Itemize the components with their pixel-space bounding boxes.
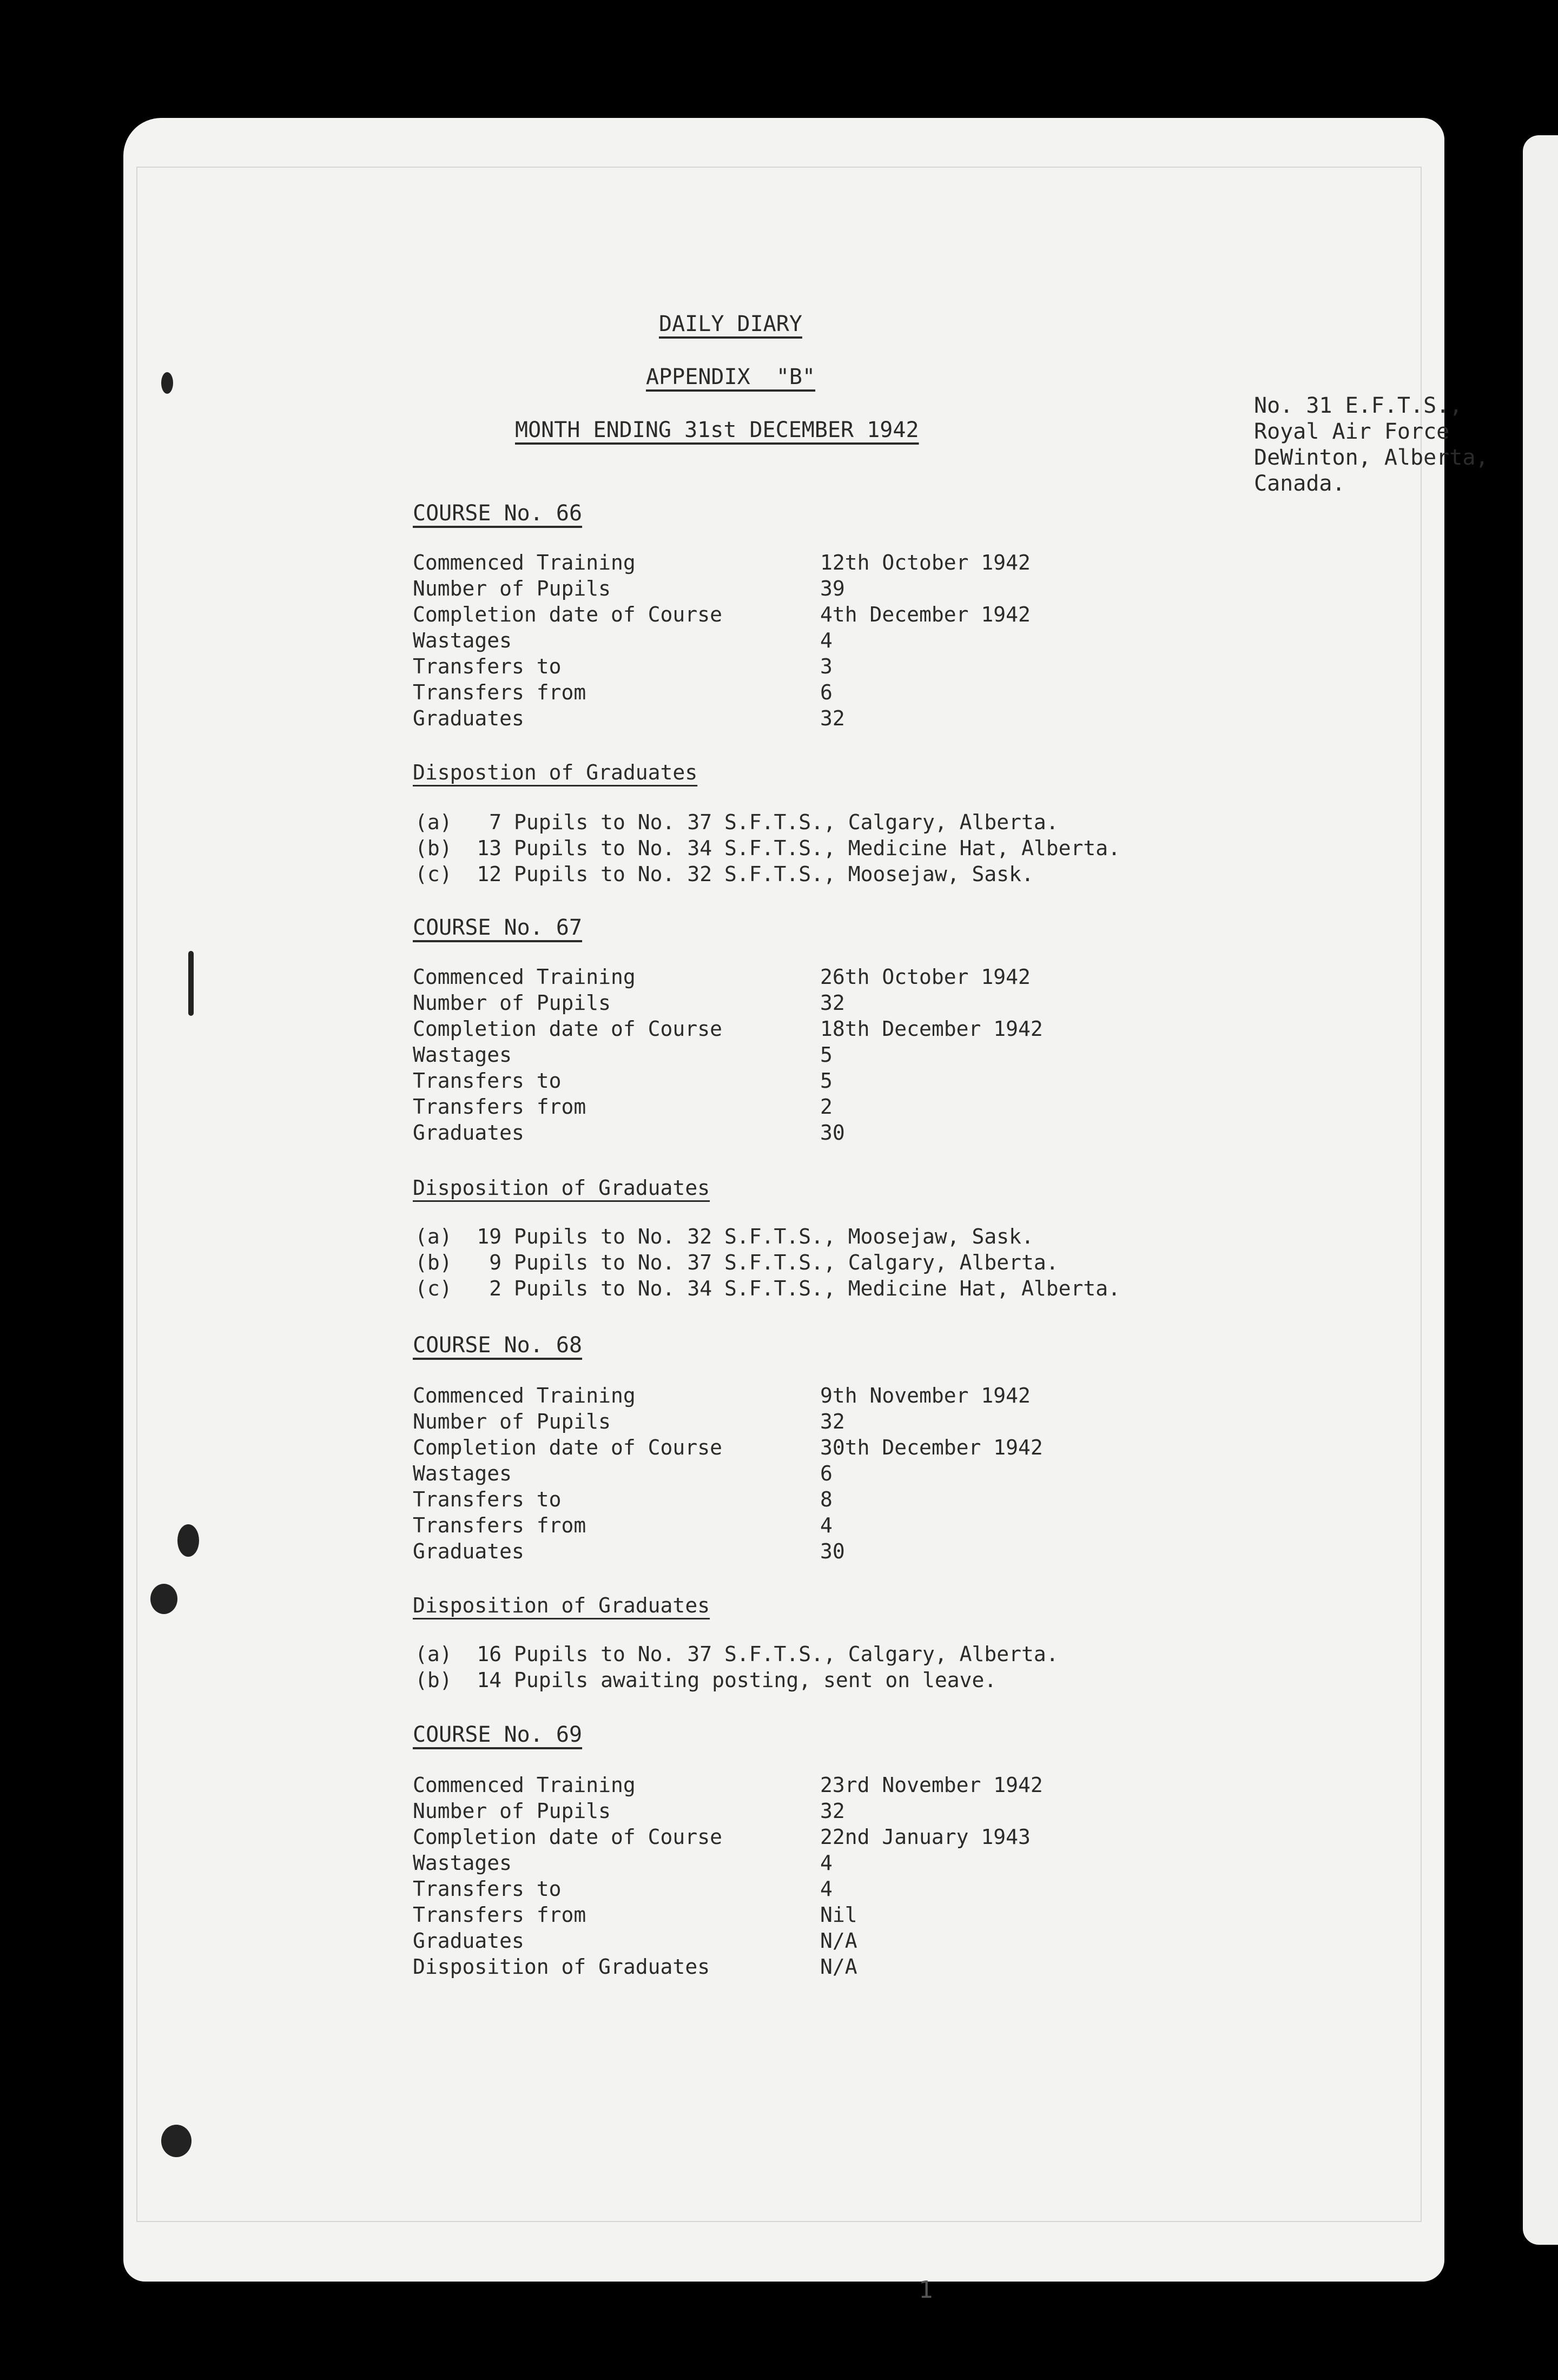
field-label: Transfers from xyxy=(413,1903,586,1927)
field-label: Transfers to xyxy=(413,654,562,678)
disposition-item: (a) 7 Pupils to No. 37 S.F.T.S., Calgary, Alberta. xyxy=(415,810,1059,834)
field-value: 30 xyxy=(820,1539,845,1563)
field-label: Commenced Training xyxy=(413,1384,636,1407)
field-label: Completion date of Course xyxy=(413,1017,722,1041)
field-label: Commenced Training xyxy=(413,965,636,989)
field-value: 4th December 1942 xyxy=(820,603,1031,626)
disposition-item: (b) 14 Pupils awaiting posting, sent on leave. xyxy=(415,1668,997,1692)
speck xyxy=(161,2125,192,2157)
disposition-item: (a) 19 Pupils to No. 32 S.F.T.S., Moosejaw, Sask. xyxy=(415,1225,1034,1248)
field-label: Commenced Training xyxy=(413,1773,636,1797)
field-value: 32 xyxy=(820,1410,845,1433)
field-value: 9th November 1942 xyxy=(820,1384,1031,1407)
disposition-item: (b) 13 Pupils to No. 34 S.F.T.S., Medicine Hat, Alberta. xyxy=(415,836,1121,860)
disposition-title: Disposition of Graduates xyxy=(413,1176,710,1200)
unit-address xyxy=(1254,393,1488,497)
disposition-title: Dispostion of Graduates xyxy=(413,761,698,784)
field-value: 12th October 1942 xyxy=(820,551,1031,574)
course-title: COURSE No. 66 xyxy=(413,501,583,526)
course-title: COURSE No. 69 xyxy=(413,1722,583,1747)
field-label: Transfers to xyxy=(413,1877,562,1901)
address-line: Royal Air Force xyxy=(1254,419,1450,444)
field-value: 4 xyxy=(820,629,833,652)
field-value: 26th October 1942 xyxy=(820,965,1031,989)
field-value: N/A xyxy=(820,1955,857,1979)
field-value: N/A xyxy=(820,1929,857,1953)
disposition-title: Disposition of Graduates xyxy=(413,1594,710,1617)
field-label: Graduates xyxy=(413,1929,524,1953)
course-title: COURSE No. 67 xyxy=(413,915,583,940)
field-label: Transfers to xyxy=(413,1069,562,1093)
field-value: 2 xyxy=(820,1095,833,1119)
field-value: 8 xyxy=(820,1488,833,1511)
field-value: 6 xyxy=(820,680,833,704)
field-value: 39 xyxy=(820,577,845,600)
field-value: 4 xyxy=(820,1513,833,1537)
month-ending: MONTH ENDING 31st DECEMBER 1942 xyxy=(515,418,919,442)
field-label: Number of Pupils xyxy=(413,1410,611,1433)
speck xyxy=(177,1524,199,1557)
address-line: Canada. xyxy=(1254,471,1345,496)
field-label: Wastages xyxy=(413,1043,512,1067)
field-label: Commenced Training xyxy=(413,551,636,574)
page-mark: 1 xyxy=(919,2276,933,2304)
field-value: 18th December 1942 xyxy=(820,1017,1043,1041)
field-label: Completion date of Course xyxy=(413,1436,722,1459)
disposition-item: (a) 16 Pupils to No. 37 S.F.T.S., Calgary, Alberta. xyxy=(415,1642,1059,1666)
address-line: DeWinton, Alberta, xyxy=(1254,445,1489,470)
field-label: Disposition of Graduates xyxy=(413,1955,710,1979)
field-value: 32 xyxy=(820,1799,845,1823)
field-value: 4 xyxy=(820,1851,833,1875)
field-label: Number of Pupils xyxy=(413,577,611,600)
field-value: 22nd January 1943 xyxy=(820,1825,1031,1849)
disposition-item: (b) 9 Pupils to No. 37 S.F.T.S., Calgary, Alberta. xyxy=(415,1251,1059,1274)
field-value: 23rd November 1942 xyxy=(820,1773,1043,1797)
field-label: Graduates xyxy=(413,1539,524,1563)
page-border xyxy=(136,167,1422,2222)
field-label: Transfers from xyxy=(413,1095,586,1119)
field-label: Wastages xyxy=(413,629,512,652)
field-label: Graduates xyxy=(413,706,524,730)
appendix-label: APPENDIX "B" xyxy=(646,365,816,389)
field-value: 3 xyxy=(820,654,833,678)
field-label: Wastages xyxy=(413,1462,512,1485)
address-line: No. 31 E.F.T.S., xyxy=(1254,393,1463,418)
field-value: 32 xyxy=(820,706,845,730)
field-value: 32 xyxy=(820,991,845,1015)
field-value: 30th December 1942 xyxy=(820,1436,1043,1459)
course-title: COURSE No. 68 xyxy=(413,1333,583,1358)
field-value: 30 xyxy=(820,1121,845,1145)
field-label: Number of Pupils xyxy=(413,1799,611,1823)
field-label: Graduates xyxy=(413,1121,524,1145)
field-value: Nil xyxy=(820,1903,857,1927)
field-label: Transfers from xyxy=(413,1513,586,1537)
field-label: Number of Pupils xyxy=(413,991,611,1015)
disposition-item: (c) 2 Pupils to No. 34 S.F.T.S., Medicine Hat, Alberta. xyxy=(415,1277,1121,1300)
speck xyxy=(150,1584,177,1614)
adjacent-page-edge xyxy=(1523,135,1558,2245)
field-label: Completion date of Course xyxy=(413,1825,722,1849)
field-label: Wastages xyxy=(413,1851,512,1875)
speck xyxy=(161,372,173,394)
field-label: Transfers from xyxy=(413,680,586,704)
document-page xyxy=(123,118,1489,2304)
disposition-item: (c) 12 Pupils to No. 32 S.F.T.S., Moosejaw, Sask. xyxy=(415,862,1034,886)
speck xyxy=(188,951,194,1016)
field-label: Completion date of Course xyxy=(413,603,722,626)
field-value: 5 xyxy=(820,1043,833,1067)
field-value: 5 xyxy=(820,1069,833,1093)
field-label: Transfers to xyxy=(413,1488,562,1511)
document-title: DAILY DIARY xyxy=(659,312,802,336)
field-value: 4 xyxy=(820,1877,833,1901)
field-value: 6 xyxy=(820,1462,833,1485)
